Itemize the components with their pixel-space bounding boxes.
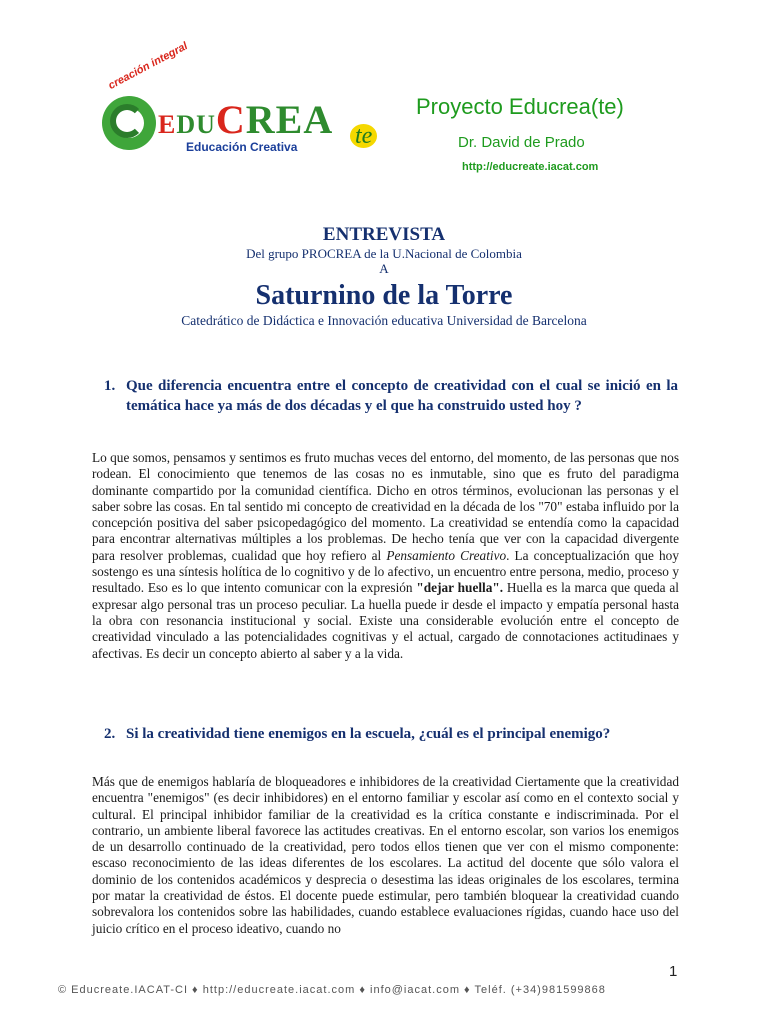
answer-1-part1: Lo que somos, pensamos y sentimos es fruto muchas veces del entorno, del momento, de las personas que nos rodean. El conocimiento que tenemos de las cosas no es inmutable, sino que es fruto del paradigma dominante compartido por la comunidad científica. Dicho en otros términos, evolucionan las personas y el saber sobre las cosas. En tal sentido mi concepto de creatividad en la década de los "70" estaba influido por la concepción positiva del saber psicopedagógico del momento. La creatividad se entendía como la capacidad para encontrar alternativas múltiples a los problemas. De hecho tenía que ver con la capacidad divergente para resolver problemas, cualidad que hoy refiero al [92,450,679,563]
answer-2: Más que de enemigos hablaría de bloqueadores e inhibidores de la creatividad Ciertamente que la creatividad encuentra "enemigos" (es decir inhibidores) en el entorno familiar y escolar así como en el contexto social y cultural. El principal inhibidor familiar de la creatividad es la crítica constante e indiscriminada. Por el contrario, un ambiente liberal favorece las actitudes creativas. En el entorno escolar, son varios los enemigos de un desarrollo continuado de la creatividad, pero todos ellos tienen que ver con el mismo componente: escaso reconocimiento de las ideas diferentes de los escolares. La actitud del docente que sólo valora el dominio de los contenidos académicos y desprecia o desestima las ideas originales de los escolares, termina por matar la creatividad de éstos. El docente puede estimular, pero también bloquear la creatividad cuando sobrevalora los contenidos sobre las habilidades, cuando establece evaluaciones rígidas, cuando hace uso del juicio crítico en el proceso ideativo, cuando no [92,774,679,936]
to-line: A [379,261,389,276]
question-1 [104,376,678,416]
interviewee-position: Catedrático de Didáctica e Innovación educativa Universidad de Barcelona [181,313,587,328]
logo-arc-text: creación integral [106,40,190,92]
interviewee-name: Saturnino de la Torre [255,280,513,311]
question-2 [104,724,678,744]
answer-1-part3: Huella es la marca que queda al expresar algo personal tras un proceso peculiar. La huella puede ir desde el impacto y empatía personal hasta la obra con resonancia institucional y social. Existe una considerable evolución entre el concepto de creatividad vinculado a las potencialidades cognitivas y el actual, cargado de connotaciones actitudinaes y afectivas. Es decir un concepto abierto al saber y a la vida. [92,580,679,661]
answer-1-part2: . La conceptualización que hoy sostengo es una síntesis holítica de lo cognitivo y de lo afectivo, un encuentro entre persona, medio, proceso y resultado. Eso es lo que intento comunicar con la expresión [92,547,679,596]
answer-1-emphasis: Pensamiento Creativo [386,547,507,563]
answer-1-bold: "dejar huella". [416,580,504,596]
educreate-logo [100,40,385,170]
question-text: Que diferencia encuentra entre el concepto de creatividad con el cual se inició en la temática hace ya más de dos décadas y el que ha construido usted hoy ? [126,378,678,414]
project-title: Proyecto Educrea(te) [416,94,624,119]
project-author: Dr. David de Prado [458,134,585,151]
logo-wordmark: EDUCREA [158,97,334,142]
question-text: Si la creatividad tiene enemigos en la escuela, ¿cuál es el principal enemigo? [126,726,611,742]
logo-te: te [350,124,377,148]
question-number: 2. [104,726,116,742]
group-line: Del grupo PROCREA de la U.Nacional de Colombia [246,246,522,261]
logo-c-icon [110,104,144,138]
document-type-heading: ENTREVISTA [322,224,446,245]
page-footer: © Educreate.IACAT-CI ♦ http://educreate.iacat.com ♦ info@iacat.com ♦ Teléf. (+34)981599868 [58,984,606,996]
answer-1 [92,450,679,662]
project-url-link[interactable]: http://educreate.iacat.com [462,161,599,173]
page-number: 1 [669,963,678,980]
logo-subtitle: Educación Creativa [186,140,298,154]
question-number: 1. [104,378,116,394]
